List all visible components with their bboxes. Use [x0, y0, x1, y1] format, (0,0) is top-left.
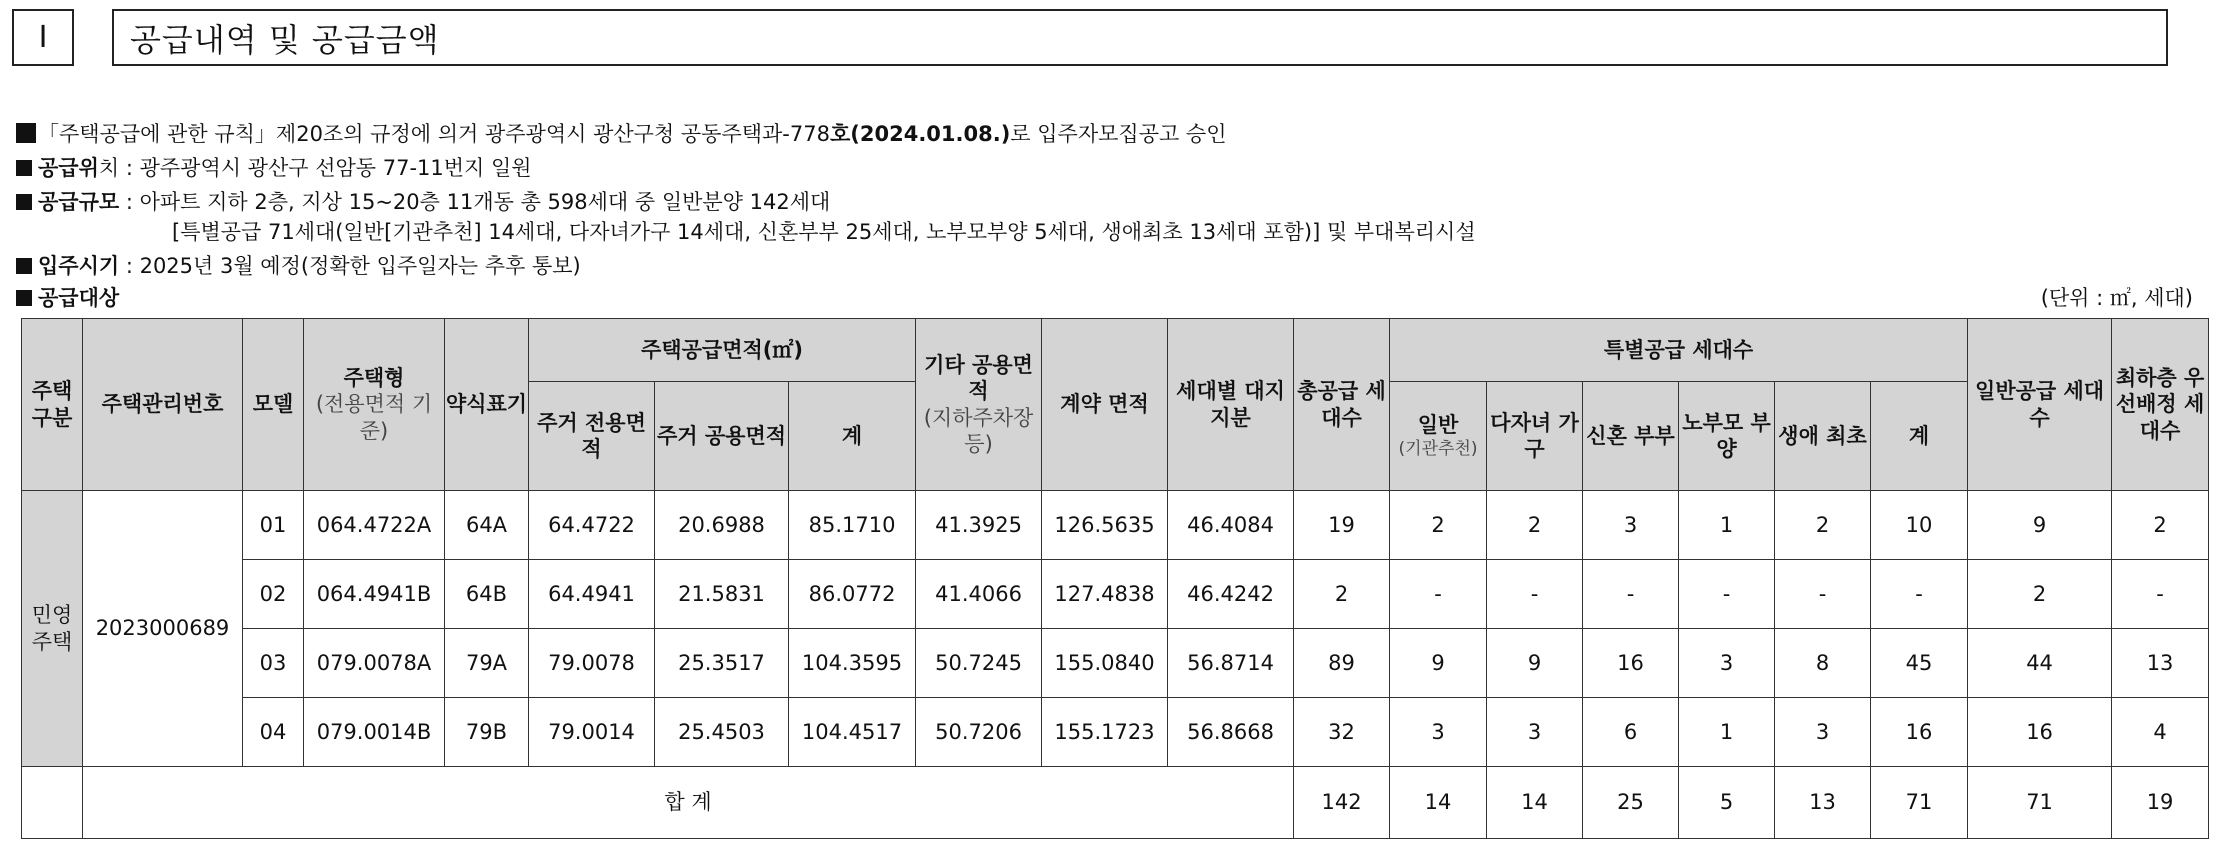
table-row: [22, 629, 2209, 698]
square-bullet-icon: [16, 194, 32, 210]
contract-area-cell: 155.1723: [1042, 698, 1168, 767]
other-common-cell: 50.7206: [916, 698, 1042, 767]
special-elderly-cell: 1: [1679, 491, 1775, 560]
header-contract-area: 계약 면적: [1042, 319, 1168, 491]
exclusive-area-cell: 79.0078: [529, 629, 655, 698]
totals-special-total: 71: [1871, 767, 1968, 839]
header-supply-area: 주택공급면적(㎡): [529, 319, 916, 382]
totals-row: [22, 767, 2209, 839]
special-general-cell: 3: [1390, 698, 1487, 767]
header-special-first-time: 생애 최초: [1775, 382, 1871, 491]
totals-special-general: 14: [1390, 767, 1487, 839]
area-sum-cell: 86.0772: [789, 560, 916, 629]
location-line: 공급위치 : 광주광역시 광산구 선암동 77-11번지 일원: [16, 152, 532, 182]
special-total-cell: 10: [1871, 491, 1968, 560]
lowest-floor-cell: 13: [2112, 629, 2209, 698]
other-common-cell: 50.7245: [916, 629, 1042, 698]
model-cell: 04: [243, 698, 304, 767]
special-general-cell: 2: [1390, 491, 1487, 560]
lowest-floor-cell: 4: [2112, 698, 2209, 767]
special-first-cell: 3: [1775, 698, 1871, 767]
exclusive-area-cell: 64.4941: [529, 560, 655, 629]
lowest-floor-cell: -: [2112, 560, 2209, 629]
totals-general-supply: 71: [1968, 767, 2112, 839]
special-elderly-cell: 3: [1679, 629, 1775, 698]
special-elderly-cell: -: [1679, 560, 1775, 629]
model-cell: 02: [243, 560, 304, 629]
special-newlywed-cell: 3: [1583, 491, 1679, 560]
header-special-general: 일반 (기관추천): [1390, 382, 1487, 491]
total-supply-cell: 32: [1294, 698, 1390, 767]
header-other-common-area: 기타 공용면적 (지하주차장 등): [916, 319, 1042, 491]
special-multi-cell: 2: [1487, 491, 1583, 560]
common-area-cell: 25.4503: [655, 698, 789, 767]
total-supply-cell: 2: [1294, 560, 1390, 629]
scale-line: 공급규모 : 아파트 지하 2층, 지상 15~20층 11개동 총 598세대 중 일반분양 142세대: [16, 186, 830, 216]
header-special-multi-child: 다자녀 가구: [1487, 382, 1583, 491]
special-first-cell: -: [1775, 560, 1871, 629]
house-category-cell: 민영 주택: [22, 491, 83, 767]
total-supply-cell: 19: [1294, 491, 1390, 560]
header-special-total: 계: [1871, 382, 1968, 491]
header-abbreviation: 약식표기: [445, 319, 529, 491]
totals-special-first: 13: [1775, 767, 1871, 839]
common-area-cell: 21.5831: [655, 560, 789, 629]
abbr-cell: 79B: [445, 698, 529, 767]
header-area-subtotal: 계: [789, 382, 916, 491]
area-sum-cell: 85.1710: [789, 491, 916, 560]
special-newlywed-cell: -: [1583, 560, 1679, 629]
common-area-cell: 20.6988: [655, 491, 789, 560]
unit-note: (단위 : ㎡, 세대): [2040, 286, 2193, 310]
model-cell: 01: [243, 491, 304, 560]
special-first-cell: 2: [1775, 491, 1871, 560]
special-total-cell: 45: [1871, 629, 1968, 698]
header-house-category: 주택구분: [22, 319, 83, 491]
special-multi-cell: 3: [1487, 698, 1583, 767]
land-share-cell: 46.4084: [1168, 491, 1294, 560]
table-row: [22, 491, 2209, 560]
general-supply-cell: 2: [1968, 560, 2112, 629]
section-title: 공급내역 및 공급금액: [112, 9, 2168, 66]
other-common-cell: 41.4066: [916, 560, 1042, 629]
special-general-cell: -: [1390, 560, 1487, 629]
totals-lowest-floor: 19: [2112, 767, 2209, 839]
special-total-cell: -: [1871, 560, 1968, 629]
header-exclusive-area: 주거 전용면적: [529, 382, 655, 491]
model-cell: 03: [243, 629, 304, 698]
special-multi-cell: -: [1487, 560, 1583, 629]
header-total-supply: 총공급 세대수: [1294, 319, 1390, 491]
land-share-cell: 56.8714: [1168, 629, 1294, 698]
special-general-cell: 9: [1390, 629, 1487, 698]
header-general-supply: 일반공급 세대수: [1968, 319, 2112, 491]
general-supply-cell: 16: [1968, 698, 2112, 767]
supply-table: [21, 318, 2209, 839]
special-elderly-cell: 1: [1679, 698, 1775, 767]
contract-area-cell: 155.0840: [1042, 629, 1168, 698]
contract-area-cell: 127.4838: [1042, 560, 1168, 629]
square-bullet-icon: [16, 160, 32, 176]
header-special-supply: 특별공급 세대수: [1390, 319, 1968, 382]
special-total-cell: 16: [1871, 698, 1968, 767]
square-bullet-icon: [16, 290, 32, 306]
abbr-cell: 64A: [445, 491, 529, 560]
scale-detail: [특별공급 71세대(일반[기관추천] 14세대, 다자녀가구 14세대, 신혼부부 25세대, 노부모부양 5세대, 생애최초 13세대 포함)] 및 부대복리시설: [172, 220, 1476, 244]
common-area-cell: 25.3517: [655, 629, 789, 698]
general-supply-cell: 9: [1968, 491, 2112, 560]
contract-area-cell: 126.5635: [1042, 491, 1168, 560]
header-lowest-floor: 최하층 우선배정 세대수: [2112, 319, 2209, 491]
special-newlywed-cell: 6: [1583, 698, 1679, 767]
totals-label: 합 계: [83, 767, 1294, 839]
header-common-area: 주거 공용면적: [655, 382, 789, 491]
abbr-cell: 64B: [445, 560, 529, 629]
header-model: 모델: [243, 319, 304, 491]
area-sum-cell: 104.4517: [789, 698, 916, 767]
table-row: [22, 560, 2209, 629]
special-multi-cell: 9: [1487, 629, 1583, 698]
approval-line: 「주택공급에 관한 규칙」제20조의 규정에 의거 광주광역시 광산구청 공동주택과-778호(2024.01.08.)로 입주자모집공고 승인: [16, 118, 1227, 148]
house-type-cell: 064.4722A: [304, 491, 445, 560]
exclusive-area-cell: 79.0014: [529, 698, 655, 767]
general-supply-cell: 44: [1968, 629, 2112, 698]
area-sum-cell: 104.3595: [789, 629, 916, 698]
totals-total-supply: 142: [1294, 767, 1390, 839]
house-type-cell: 079.0014B: [304, 698, 445, 767]
totals-special-multi: 14: [1487, 767, 1583, 839]
special-newlywed-cell: 16: [1583, 629, 1679, 698]
header-land-share: 세대별 대지지분: [1168, 319, 1294, 491]
house-type-cell: 079.0078A: [304, 629, 445, 698]
header-house-type: 주택형 (전용면적 기준): [304, 319, 445, 491]
move-in-line: 입주시기 : 2025년 3월 예정(정확한 입주일자는 추후 통보): [16, 250, 581, 280]
abbr-cell: 79A: [445, 629, 529, 698]
management-number-cell: 2023000689: [83, 491, 243, 767]
header-management-number: 주택관리번호: [83, 319, 243, 491]
square-bullet-icon: [16, 258, 32, 274]
other-common-cell: 41.3925: [916, 491, 1042, 560]
land-share-cell: 56.8668: [1168, 698, 1294, 767]
section-number: I: [12, 9, 74, 66]
target-line: 공급대상: [16, 282, 119, 312]
totals-special-newlywed: 25: [1583, 767, 1679, 839]
special-first-cell: 8: [1775, 629, 1871, 698]
header-special-newlywed: 신혼 부부: [1583, 382, 1679, 491]
square-bullet-icon: [16, 123, 36, 143]
totals-special-elderly: 5: [1679, 767, 1775, 839]
header-special-elderly: 노부모 부양: [1679, 382, 1775, 491]
totals-blank-cell: [22, 767, 83, 839]
total-supply-cell: 89: [1294, 629, 1390, 698]
lowest-floor-cell: 2: [2112, 491, 2209, 560]
house-type-cell: 064.4941B: [304, 560, 445, 629]
table-row: [22, 698, 2209, 767]
exclusive-area-cell: 64.4722: [529, 491, 655, 560]
land-share-cell: 46.4242: [1168, 560, 1294, 629]
